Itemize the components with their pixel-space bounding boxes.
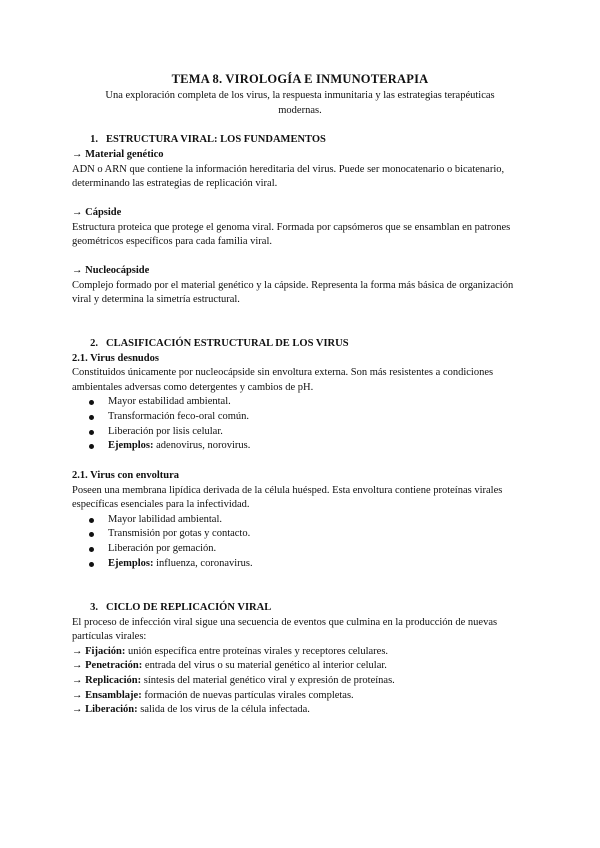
list-item (72, 425, 534, 440)
capside-block (72, 206, 534, 250)
list-item (72, 439, 534, 454)
capside-text: Estructura proteica que protege el genoma viral. Formada por capsómeros que se ensamblan en patrones geométricos específicos para cada familia viral. (72, 221, 511, 248)
list-item (72, 703, 534, 718)
list-item-text: Liberación por gemación. (108, 542, 217, 554)
list-item-text: Transformación feco-oral común. (108, 410, 250, 422)
step-label: Liberación: (85, 704, 138, 716)
list-item (72, 542, 534, 557)
virus-desnudos-list (72, 395, 534, 453)
examples-label: Ejemplos: (108, 557, 154, 569)
list-item (72, 557, 534, 572)
nucleocapside-text: Complejo formado por el material genético y la cápside. Representa la forma más básica de organización viral y determina la simetría estructural. (72, 279, 514, 306)
nucleocapside-label: Nucleocápside (85, 265, 150, 276)
section-3-title: CICLO DE REPLICACIÓN VIRAL (106, 602, 272, 613)
examples-label: Ejemplos: (108, 440, 154, 452)
section-3-heading (72, 601, 534, 616)
step-text: unión específica entre proteínas virales y receptores celulares. (128, 645, 389, 657)
document-subtitle: Una exploración completa de los virus, la respuesta inmunitaria y las estrategias terapéuticas modernas. (105, 90, 495, 116)
virus-envoltura-block (72, 469, 534, 571)
list-item (72, 513, 534, 528)
bullet-icon (89, 547, 94, 552)
list-item (72, 395, 534, 410)
section-2-number: 2. (90, 338, 98, 349)
step-label: Replicación: (85, 674, 142, 686)
arrow-icon: → (72, 645, 83, 657)
section-1 (72, 133, 534, 148)
bullet-icon (89, 562, 94, 567)
bullet-icon (89, 444, 94, 449)
material-genetico-block (72, 148, 534, 192)
section-2-title: CLASIFICACIÓN ESTRUCTURAL DE LOS VIRUS (106, 338, 349, 349)
section-1-heading (72, 133, 534, 148)
arrow-icon: → (72, 265, 83, 276)
list-item-text: Mayor estabilidad ambiental. (108, 396, 231, 408)
document-title: TEMA 8. VIROLOGÍA E INMUNOTERAPIA (171, 72, 429, 86)
list-item (72, 527, 534, 542)
arrow-icon: → (72, 149, 83, 160)
examples-text: adenovirus, norovirus. (156, 440, 251, 452)
list-item (72, 645, 534, 660)
step-text: síntesis del material genético viral y expresión de proteínas. (143, 674, 395, 686)
list-item (72, 689, 534, 704)
replication-intro: El proceso de infección viral sigue una secuencia de eventos que culmina en la producción de nuevas partículas virales: (72, 616, 498, 643)
material-genetico-text: ADN o ARN que contiene la información hereditaria del virus. Puede ser monocatenario o bicatenario, determinando las estrategias de replicación viral. (72, 163, 505, 190)
virus-desnudos-heading: 2.1. Virus desnudos (72, 352, 159, 364)
nucleocapside-heading (72, 264, 534, 279)
virus-envoltura-list (72, 513, 534, 571)
capside-heading (72, 206, 534, 221)
section-2-heading (72, 337, 534, 352)
virus-envoltura-heading: 2.1. Virus con envoltura (72, 470, 180, 481)
bullet-icon (89, 430, 94, 435)
virus-desnudos-text: Constituidos únicamente por nucleocápside sin envoltura externa. Son más resistentes a condiciones ambientales adversas como detergentes y cambios de pH. (72, 367, 494, 393)
arrow-icon: → (72, 704, 83, 716)
step-label: Penetración: (85, 660, 143, 672)
list-item (72, 410, 534, 425)
step-text: entrada del virus o su material genético al interior celular. (144, 660, 387, 672)
section-1-number: 1. (90, 134, 98, 145)
bullet-icon (89, 518, 94, 523)
arrow-icon: → (72, 660, 83, 672)
bullet-icon (89, 532, 94, 537)
virus-envoltura-text: Poseen una membrana lipídica derivada de la célula huésped. Esta envoltura contiene proteínas virales específicas esenciales para la infectividad. (72, 484, 503, 511)
step-text: salida de los virus de la célula infectada. (140, 704, 310, 716)
bullet-icon (89, 415, 94, 420)
replication-steps (72, 645, 534, 718)
section-2 (72, 337, 534, 454)
list-item (72, 674, 534, 689)
arrow-icon: → (72, 689, 83, 701)
list-item-text: Mayor labilidad ambiental. (108, 513, 223, 525)
nucleocapside-block (72, 264, 534, 308)
section-3 (72, 601, 534, 718)
step-label: Fijación: (85, 645, 126, 657)
capside-label: Cápside (85, 207, 122, 218)
arrow-icon: → (72, 674, 83, 686)
step-text: formación de nuevas partículas virales completas. (144, 689, 354, 701)
material-genetico-label: Material genético (85, 149, 164, 160)
bullet-icon (89, 400, 94, 405)
step-label: Ensamblaje: (85, 689, 142, 701)
arrow-icon: → (72, 207, 83, 218)
material-genetico-heading (72, 148, 534, 163)
list-item-text: Liberación por lisis celular. (108, 425, 223, 437)
examples-text: influenza, coronavirus. (156, 557, 253, 569)
list-item (72, 659, 534, 674)
section-3-number: 3. (90, 602, 98, 613)
section-1-title: ESTRUCTURA VIRAL: LOS FUNDAMENTOS (106, 134, 326, 145)
list-item-text: Transmisión por gotas y contacto. (108, 528, 251, 540)
